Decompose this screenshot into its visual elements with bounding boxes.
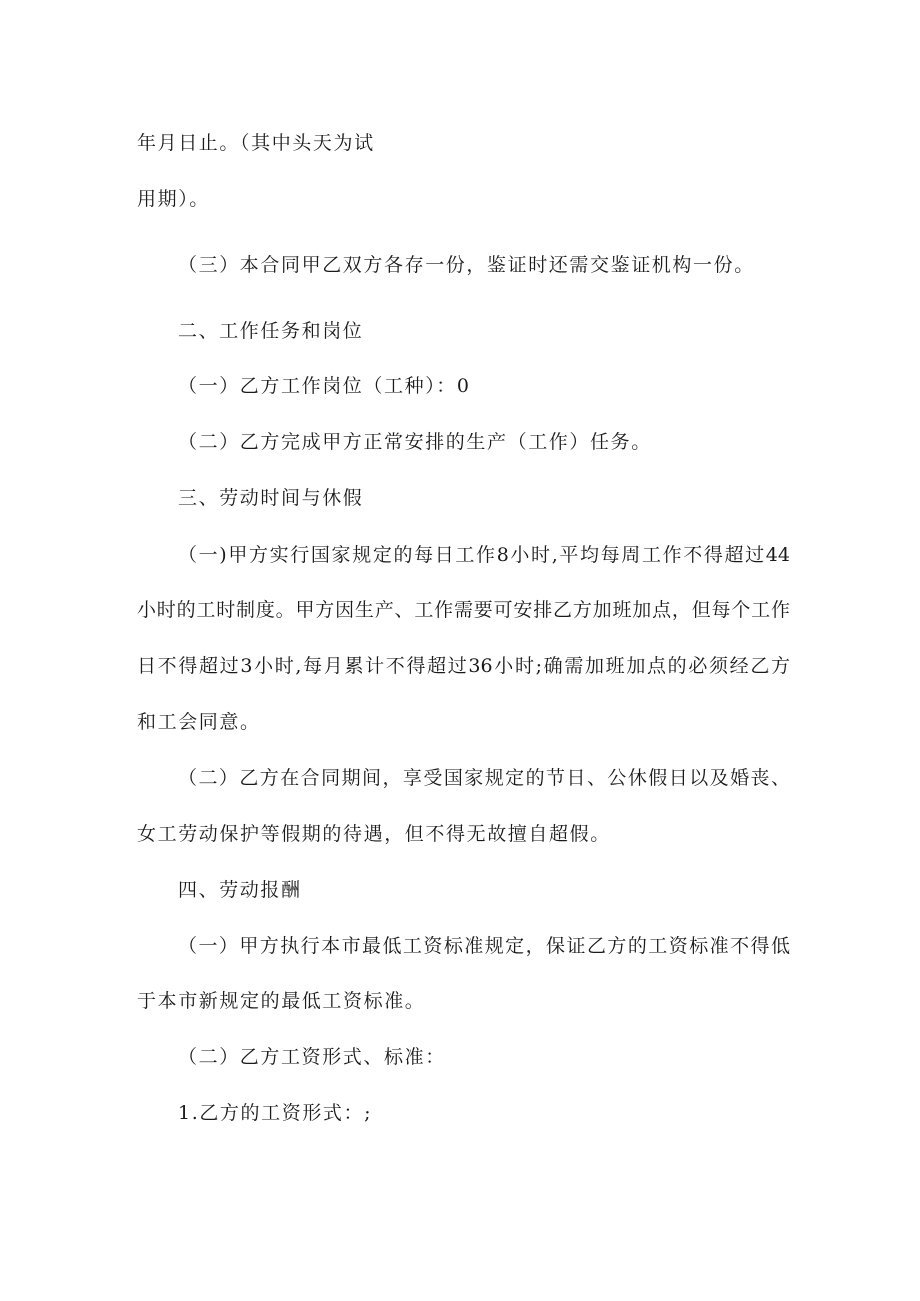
clause-2-line: （二）乙方完成甲方正常安排的生产（工作）任务。 bbox=[178, 431, 652, 453]
paragraph-line: （一)甲方实行国家规定的每日工作8小时,平均每周工作不得超过44 bbox=[178, 544, 790, 566]
paragraph-line: 于本市新规定的最低工资标准。 bbox=[137, 990, 426, 1012]
text-line: 用期）。 bbox=[137, 188, 210, 210]
paragraph-line: 女工劳动保护等假期的待遇，但不得无故擅自超假。 bbox=[137, 823, 611, 845]
paragraph-line: 和工会同意。 bbox=[137, 711, 261, 733]
clause-3-line: （三）本合同甲乙双方各存一份，鉴证时还需交鉴证机构一份。 bbox=[178, 254, 755, 276]
clause-1-line: （一）乙方工作岗位（工种）：0 bbox=[178, 375, 471, 397]
clause-line: 1.乙方的工资形式：; bbox=[178, 1102, 373, 1124]
paragraph-line: 日不得超过3小时,每月累计不得超过36小时;确需加班加点的必须经乙方 bbox=[137, 655, 790, 677]
paragraph-line: （二）乙方在合同期间，享受国家规定的节日、公休假日以及婚丧、 bbox=[178, 767, 790, 789]
section-heading-3: 三、劳动时间与休假 bbox=[178, 487, 364, 509]
clause-line: （二）乙方工资形式、标准： bbox=[178, 1046, 446, 1068]
paragraph-line: 小时的工时制度。甲方因生产、工作需要可安排乙方加班加点，但每个工作 bbox=[137, 599, 790, 621]
paragraph-line: （一）甲方执行本市最低工资标准规定，保证乙方的工资标准不得低 bbox=[178, 935, 790, 957]
text-line: 年月日止。（其中头天为试 bbox=[137, 132, 375, 154]
section-heading-2: 二、工作任务和岗位 bbox=[178, 320, 364, 342]
section-heading-4: 四、劳动报酬 bbox=[178, 879, 302, 901]
